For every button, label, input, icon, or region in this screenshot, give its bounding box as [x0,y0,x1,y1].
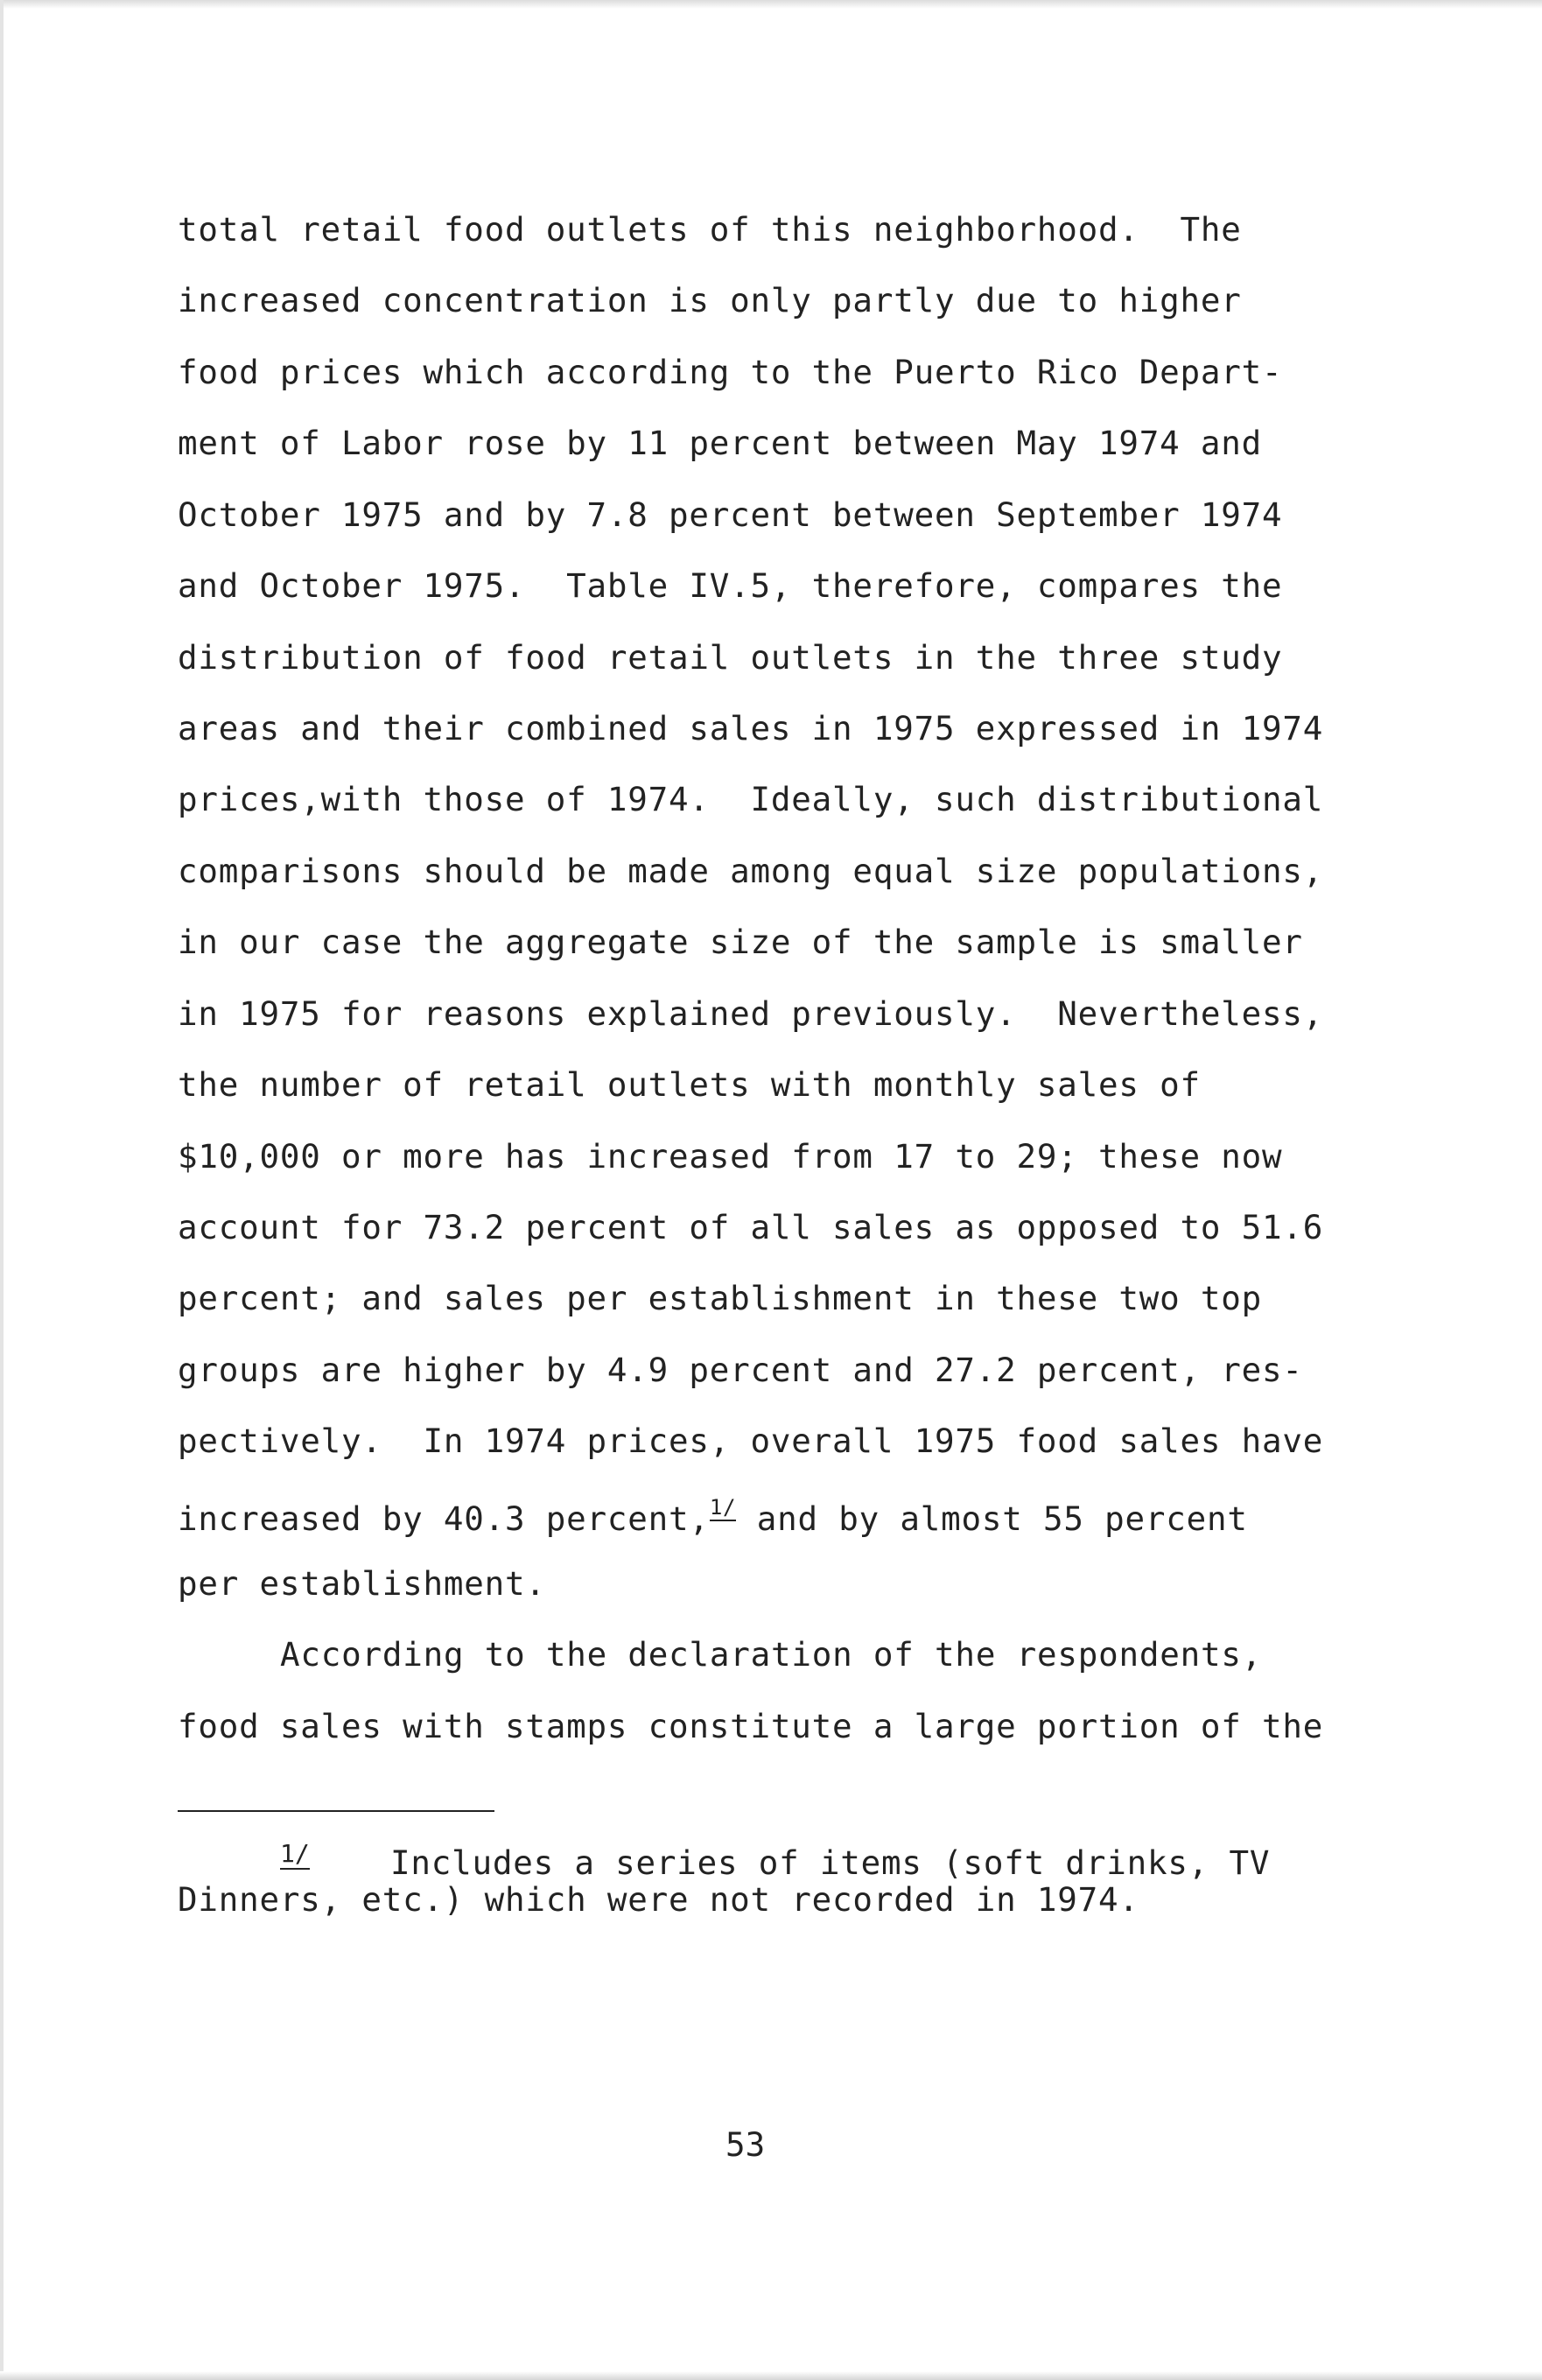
footnote-marker-number: 1/ [280,1839,310,1868]
body-line: account for 73.2 percent of all sales as opposed to 51.6 [178,1208,1324,1246]
body-line: the number of retail outlets with monthly sales of [178,1065,1201,1104]
scan-top-edge [0,0,1542,9]
body-line: groups are higher by 4.9 percent and 27.2 percent, res- [178,1351,1303,1389]
body-line: areas and their combined sales in 1975 expressed in 1974 [178,709,1324,748]
body-line: percent; and sales per establishment in these two top [178,1279,1262,1317]
body-line: per establishment. [178,1564,546,1603]
footnote-line: Includes a series of items (soft drinks, TV [390,1843,1271,1882]
scan-left-edge [0,0,4,2380]
footnote-separator [178,1810,494,1812]
body-line: increased concentration is only partly due to higher [178,281,1242,319]
footnote-marker [280,1839,310,1868]
page-number: 53 [725,2125,766,2164]
paragraph-indented-line: According to the declaration of the respondents, [280,1635,1263,1674]
body-line: prices,with those of 1974. Ideally, such distributional [178,780,1324,818]
body-line: in 1975 for reasons explained previously. Nevertheless, [178,994,1324,1033]
body-line: food sales with stamps constitute a large portion of the [178,1707,1324,1745]
footnote-reference: 1/ [709,1495,737,1520]
body-line: and October 1975. Table IV.5, therefore, compares the [178,566,1283,605]
body-line: October 1975 and by 7.8 percent between September 1974 [178,495,1283,534]
footnote-line: Dinners, etc.) which were not recorded in 1974. [178,1880,1139,1919]
body-line: $10,000 or more has increased from 17 to 29; these now [178,1137,1283,1176]
body-line [178,1497,1248,1536]
scan-bottom-edge [0,2371,1542,2380]
body-line: pectively. In 1974 prices, overall 1975 food sales have [178,1422,1324,1460]
body-line-text: and by almost 55 percent [736,1499,1248,1538]
body-line-text: increased by 40.3 percent, [178,1499,710,1538]
body-line: distribution of food retail outlets in the three study [178,638,1283,677]
body-line: food prices which according to the Puerto Rico Depart- [178,353,1283,391]
body-line: total retail food outlets of this neighborhood. The [178,210,1242,249]
body-line: ment of Labor rose by 11 percent between May 1974 and [178,424,1262,462]
body-line: comparisons should be made among equal size populations, [178,852,1324,890]
body-line: in our case the aggregate size of the sample is smaller [178,923,1303,961]
